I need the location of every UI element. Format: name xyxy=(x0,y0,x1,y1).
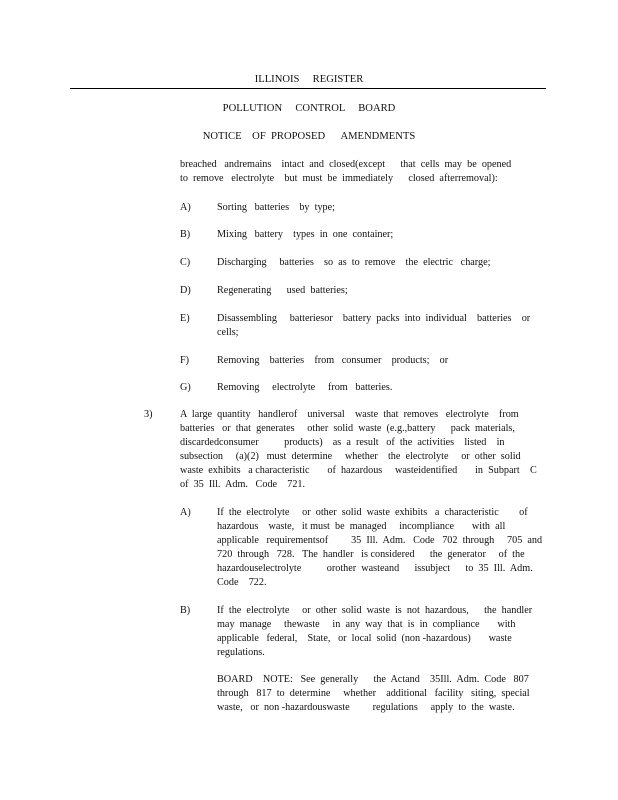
paragraph-line: applicable federal, State, or local solid (non -hazardous) waste xyxy=(217,633,512,644)
list-item-label: C) xyxy=(180,257,191,268)
list-item-label: A) xyxy=(180,507,191,518)
list-item-text: Disassembling batteriesor battery packs into individual batteries or xyxy=(217,313,531,324)
board-note-line: BOARD NOTE: See generally the Actand 35Ill. Adm. Code 807 xyxy=(217,674,529,685)
list-item-text: Discharging batteries so as to remove the electric charge; xyxy=(217,257,491,268)
paragraph-line: If the electrolyte or other solid waste exhibits a characteristic of xyxy=(217,507,528,518)
paragraph-line: 720 through 728. The handler is considered the generator of the xyxy=(217,549,525,560)
list-item-text: Removing batteries from consumer products; or xyxy=(217,355,449,366)
list-item-label: F) xyxy=(180,355,190,366)
list-item-label: D) xyxy=(180,285,191,296)
list-item-label: E) xyxy=(180,313,190,324)
paragraph-line: hazardouselectrolyte orother wasteand issubject to 35 Ill. Adm. xyxy=(217,563,533,574)
paragraph-line: waste exhibits a characteristic of hazardous wasteidentified in Subpart C xyxy=(180,465,537,476)
board-note-line: waste, or non -hazardouswaste regulations apply to the waste. xyxy=(217,702,515,713)
paragraph-line: may manage thewaste in any way that is in compliance with xyxy=(217,619,516,630)
register-header: ILLINOIS REGISTER xyxy=(254,74,364,85)
paragraph-line: of 35 Ill. Adm. Code 721. xyxy=(180,479,306,490)
list-item-label: A) xyxy=(180,202,191,213)
intro-line-1: breached andremains intact and closed(except that cells may be opened xyxy=(180,159,512,170)
list-item-text: Sorting batteries by type; xyxy=(217,202,335,213)
list-item-text: cells; xyxy=(217,327,239,338)
header-rule xyxy=(70,88,546,89)
list-item-label: B) xyxy=(180,605,191,616)
paragraph-line: A large quantity handlerof universal waste that removes electrolyte from xyxy=(180,409,519,420)
paragraph-line: applicable requirementsof 35 Ill. Adm. Code 702 through 705 and xyxy=(217,535,543,546)
paragraph-line: regulations. xyxy=(217,647,265,658)
section-label: 3) xyxy=(144,409,153,420)
paragraph-line: Code 722. xyxy=(217,577,267,588)
paragraph-line: If the electrolyte or other solid waste is not hazardous, the handler xyxy=(217,605,533,616)
board-name: POLLUTION CONTROL BOARD xyxy=(222,103,396,114)
paragraph-line: hazardous waste, it must be managed incompliance with all xyxy=(217,521,506,532)
list-item-label: G) xyxy=(180,382,191,393)
paragraph-line: discardedconsumer products) as a result of the activities listed in xyxy=(180,437,505,448)
intro-line-2: to remove electrolyte but must be immediately closed afterremoval): xyxy=(180,173,498,184)
list-item-text: Mixing battery types in one container; xyxy=(217,229,394,240)
notice-title: NOTICE OF PROPOSED AMENDMENTS xyxy=(202,131,416,142)
list-item-label: B) xyxy=(180,229,191,240)
paragraph-line: batteries or that generates other solid waste (e.g.,battery pack materials, xyxy=(180,423,515,434)
list-item-text: Regenerating used batteries; xyxy=(217,285,348,296)
board-note-line: through 817 to determine whether additional facility siting, special xyxy=(217,688,530,699)
paragraph-line: subsection (a)(2) must determine whether the electrolyte or other solid xyxy=(180,451,521,462)
list-item-text: Removing electrolyte from batteries. xyxy=(217,382,393,393)
